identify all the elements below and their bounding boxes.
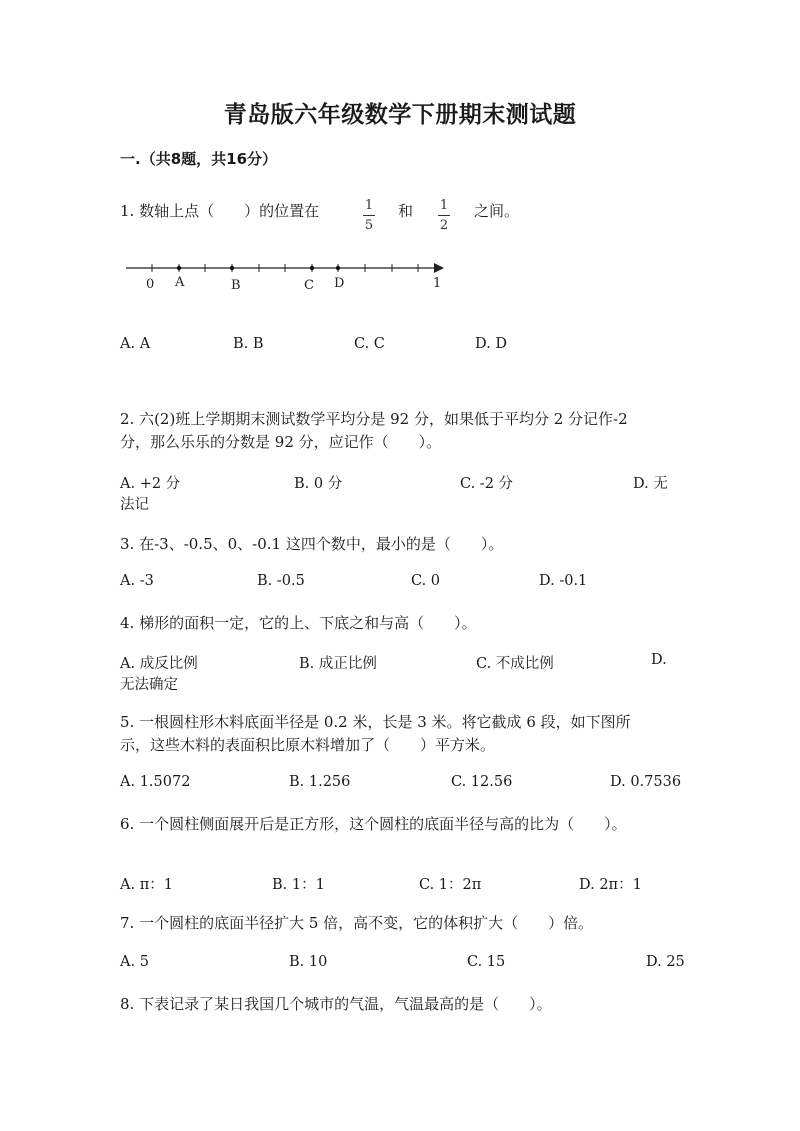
point-a	[177, 266, 181, 270]
option-a[interactable]: A. -3	[120, 573, 154, 589]
option-c[interactable]: C. 12.56	[451, 774, 513, 790]
question-1-text: 1. 数轴上点（ ）的位置在	[120, 202, 320, 220]
option-d[interactable]: D. D	[475, 336, 507, 352]
question-1-and: 和	[398, 202, 414, 220]
fraction-numerator: 1	[439, 198, 449, 213]
option-c[interactable]: C. 15	[467, 954, 506, 970]
section-heading: 一.（共8题，共16分）	[120, 150, 278, 168]
number-line-label-b: B	[231, 278, 241, 293]
option-a[interactable]: A. 5	[120, 954, 149, 970]
question-2-text-line2: 分，那么乐乐的分数是 92 分，应记作（ ）。	[120, 433, 442, 451]
option-d[interactable]: D. 0.7536	[610, 774, 682, 790]
question-2-text-line1: 2. 六(2)班上学期期末测试数学平均分是 92 分，如果低于平均分 2 分记作-2	[120, 410, 628, 428]
option-d[interactable]: D.	[651, 652, 667, 668]
question-6-text: 6. 一个圆柱侧面展开后是正方形，这个圆柱的底面半径与高的比为（ ）。	[120, 815, 627, 833]
point-c	[310, 266, 314, 270]
option-d-wrap: 法记	[120, 497, 149, 513]
option-c[interactable]: C. C	[354, 336, 385, 352]
option-c[interactable]: C. 0	[411, 573, 441, 589]
number-line	[120, 258, 450, 282]
question-3-text: 3. 在-3、-0.5、0、-0.1 这四个数中，最小的是（ ）。	[120, 535, 504, 553]
option-d[interactable]: D. -0.1	[539, 573, 588, 589]
question-5-text-line1: 5. 一根圆柱形木料底面半径是 0.2 米，长是 3 米。将它截成 6 段，如下图所	[120, 713, 631, 731]
option-a[interactable]: A. 1.5072	[120, 774, 191, 790]
number-line-label-c: C	[304, 278, 314, 293]
option-b[interactable]: B. 1.256	[289, 774, 351, 790]
fraction-one-fifth	[362, 198, 376, 233]
number-line-arrow	[434, 263, 444, 273]
option-c[interactable]: C. 不成比例	[476, 656, 554, 672]
option-c[interactable]: C. 1：2π	[419, 877, 482, 893]
fraction-one-half	[437, 198, 451, 233]
option-a[interactable]: A. 成反比例	[120, 656, 198, 672]
option-d[interactable]: D. 2π：1	[579, 877, 642, 893]
fraction-bar	[438, 215, 450, 216]
fraction-denominator: 2	[439, 218, 449, 233]
option-b[interactable]: B. 1：1	[272, 877, 325, 893]
number-line-label-1: 1	[433, 276, 442, 291]
question-7-text: 7. 一个圆柱的底面半径扩大 5 倍，高不变，它的体积扩大（ ）倍。	[120, 914, 594, 932]
option-b[interactable]: B. B	[233, 336, 264, 352]
option-a[interactable]: A. π：1	[120, 877, 173, 893]
option-d-wrap: 无法确定	[120, 677, 178, 693]
option-c[interactable]: C. -2 分	[460, 476, 514, 492]
question-4-text: 4. 梯形的面积一定，它的上、下底之和与高（ ）。	[120, 614, 477, 632]
option-b[interactable]: B. 成正比例	[299, 656, 377, 672]
number-line-label-0: 0	[146, 277, 155, 292]
fraction-numerator: 1	[364, 198, 374, 213]
fraction-bar	[363, 215, 375, 216]
question-5-text-line2: 示，这些木料的表面积比原木料增加了（ ）平方米。	[120, 736, 496, 754]
number-line-label-a: A	[175, 275, 185, 290]
option-a[interactable]: A. A	[120, 336, 151, 352]
option-b[interactable]: B. 0 分	[294, 476, 343, 492]
question-8-text: 8. 下表记录了某日我国几个城市的气温，气温最高的是（ ）。	[120, 995, 552, 1013]
point-d	[336, 266, 340, 270]
page-title: 青岛版六年级数学下册期末测试题	[223, 102, 577, 128]
option-d[interactable]: D. 无	[633, 476, 668, 492]
question-1-text-end: 之间。	[474, 202, 520, 220]
point-b	[230, 266, 234, 270]
option-d[interactable]: D. 25	[646, 954, 685, 970]
fraction-denominator: 5	[364, 218, 374, 233]
number-line-label-d: D	[334, 276, 345, 291]
option-a[interactable]: A. +2 分	[120, 476, 181, 492]
option-b[interactable]: B. -0.5	[257, 573, 305, 589]
option-b[interactable]: B. 10	[289, 954, 328, 970]
